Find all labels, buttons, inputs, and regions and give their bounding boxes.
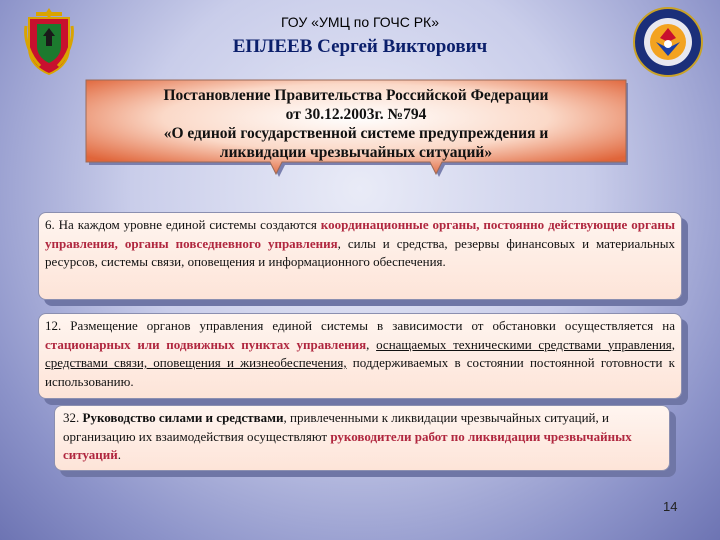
item-32-bold: Руководство силами и средствами [82, 410, 284, 425]
item-12-part3: поддерживаемых в состоянии постоянной готовности к использованию. [45, 355, 675, 389]
item-12-part2: , [366, 336, 377, 352]
item-6-highlight: координационные органы, постоянно действующие органы управления, органы повседневного управления [45, 217, 676, 251]
item-6-part2: , силы и средства, резервы финансовых и материальных ресурсов, системы связи, оповещения и информационного обеспечения. [45, 235, 675, 269]
item-12-underlined: оснащаемых техническими средствами управления, средствами связи, оповещения и жизнеобеспечения, [45, 336, 676, 370]
item-32-part2: , привлеченными к ликвидации чрезвычайных ситуаций, и организацию их взаимодействия осуществляют [63, 410, 609, 444]
item-32-part3: . [117, 447, 122, 462]
item-32-highlight: руководители работ по ликвидации чрезвычайных ситуаций [63, 428, 632, 462]
item-12-part1: 12. Размещение органов управления единой системы в зависимости от обстановки осуществляется на [45, 318, 675, 333]
item-32-part1: 32. [63, 410, 83, 425]
item-6-part1: 6. На каждом уровне единой системы создаются [45, 217, 321, 232]
page-number: 14 [663, 499, 678, 514]
item-12-highlight: стационарных или подвижных пунктах управления [45, 336, 367, 352]
resolution-banner [84, 78, 628, 178]
item-32-text [63, 409, 661, 465]
item-6-box [38, 212, 682, 300]
banner-line-4: ликвидации чрезвычайных ситуаций» [219, 144, 493, 161]
organization-title: ГОУ «УМЦ по ГОЧС РК» [281, 14, 439, 30]
item-12-text [45, 317, 675, 391]
banner-line-3: «О единой государственной системе предупреждения и [163, 125, 549, 142]
banner-line-2: от 30.12.2003г. №794 [285, 106, 427, 123]
item-32-box [54, 405, 670, 471]
banner-line-1: Постановление Правительства Российской Федерации [163, 87, 549, 104]
item-12-box [38, 313, 682, 399]
item-6-text [45, 216, 675, 272]
person-name: ЕПЛЕЕВ Сергей Викторович [232, 36, 488, 57]
